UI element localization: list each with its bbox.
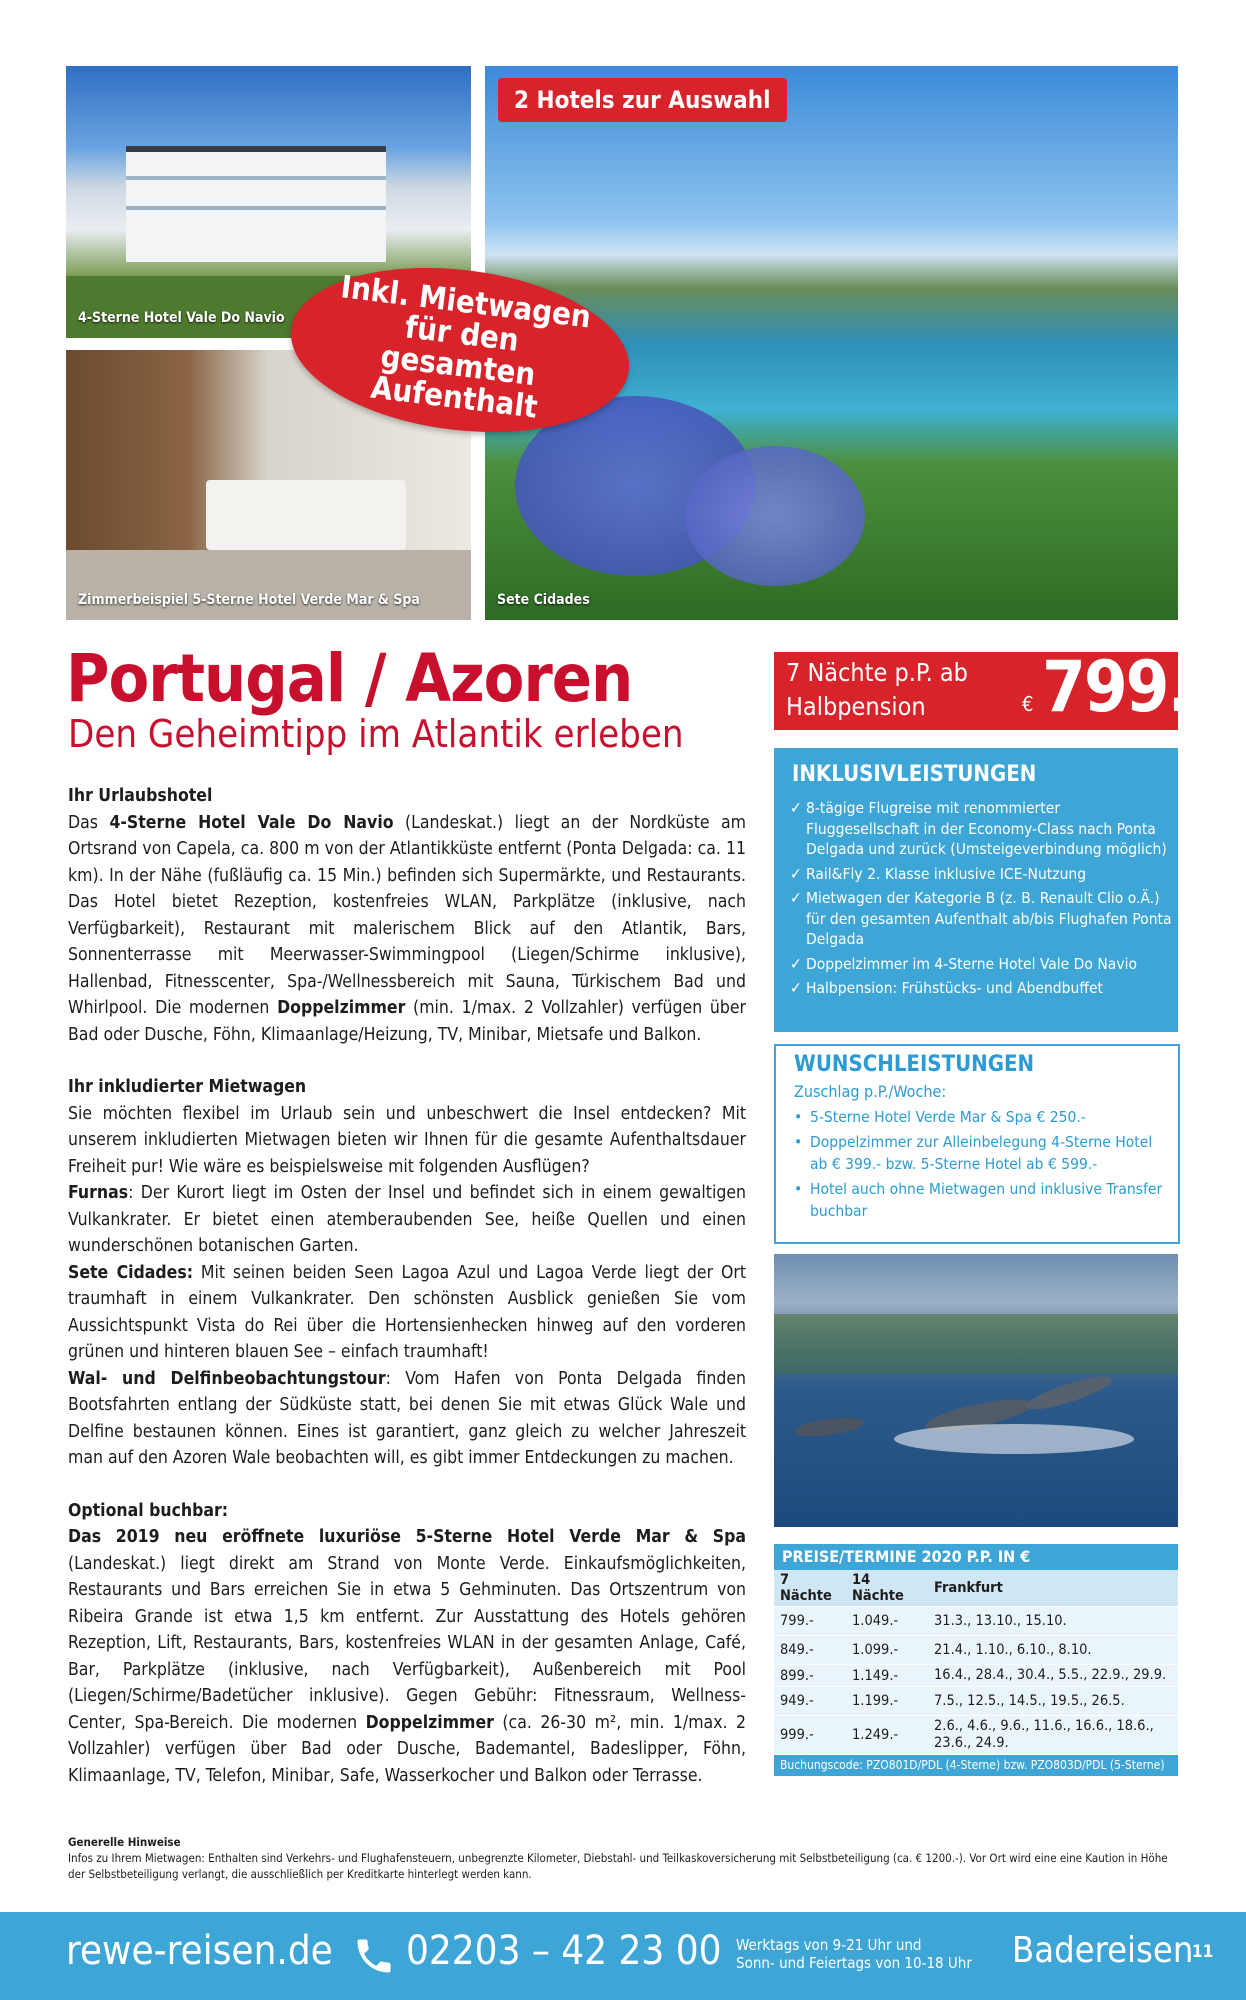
price-table <box>774 1544 1178 1776</box>
table-cell: 1.049.- <box>846 1607 928 1636</box>
hotels-badge: 2 Hotels zur Auswahl <box>498 78 787 122</box>
phone-number[interactable]: 02203 – 42 23 00 <box>406 1928 722 1974</box>
general-notes-heading: Generelle Hinweise <box>68 1835 181 1849</box>
optional-services-subtitle: Zuschlag p.P./Woche: <box>794 1082 947 1101</box>
room-photo-caption: Zimmerbeispiel 5-Sterne Hotel Verde Mar & Spa <box>78 592 420 608</box>
table-cell: 1.099.- <box>846 1636 928 1665</box>
opening-hours: Werktags von 9-21 Uhr und Sonn- und Feiertags von 10-18 Uhr <box>736 1936 972 1972</box>
table-row <box>774 1716 1178 1755</box>
page-subtitle: Den Geheimtipp im Atlantik erleben <box>68 712 684 756</box>
section-car-heading: Ihr inkludierter Mietwagen <box>68 1077 307 1097</box>
general-notes-text: Infos zu Ihrem Mietwagen: Enthalten sind Verkehrs- und Flughafensteuern, unbegrenzte Kilometer, Diebstahl- und Teilkaskoversicherung mit Selbstbeteiligung (ca. € 1200.-). Vor Ort wird eine eine Kaution in Höhe der Selbstbeteiligung verlangt, die ausschließlich per Kreditkarte hinterlegt werden kann. <box>68 1851 1168 1881</box>
optional-item: • 5-Sterne Hotel Verde Mar & Spa € 250.- <box>794 1106 1172 1128</box>
category-label: Badereisen <box>1012 1930 1194 1971</box>
dolphin-photo <box>774 1254 1178 1527</box>
table-cell: 1.149.- <box>846 1665 928 1687</box>
website-link[interactable]: rewe-reisen.de <box>66 1928 333 1974</box>
table-cell: 849.- <box>774 1636 846 1665</box>
inclusive-item: ✓ Halbpension: Frühstücks- und Abendbuffet <box>790 978 1172 999</box>
section-optional-heading: Optional buchbar: <box>68 1500 229 1521</box>
section-hotel-text: Das 4-Sterne Hotel Vale Do Navio (Landeskat.) liegt an der Nordküste am Ortsrand von Capela, ca. 800 m von der Atlantikküste entfernt (Ponta Delgada: ca. 11 km). In der Nähe (fußläufig ca. 15 Min.) befinden sich Supermärkte, und Restaurants. Das Hotel bietet Rezeption, kostenfreies WLAN, Parkplätze (inklusive, nach Verfügbarkeit), Restaurant mit malerischem Blick auf den Atlantik, Bars, Sonnenterrasse mit Meerwasser-Swimmingpool (Liegen/Schirme inklusive), Hallenbad, Fitnesscenter, Spa-/Wellnessbereich mit Sauna, Türkischem Bad und Whirlpool. Die modernen Doppelzimmer (min. 1/max. 2 Vollzahler) verfügen über Bad oder Dusche, Föhn, Klimaanlage/Heizung, TV, Minibar, Mietsafe und Balkon. <box>68 812 746 1045</box>
sete-cidades-paragraph: Sete Cidades: Mit seinen beiden Seen Lagoa Azul und Lagoa Verde liegt der Ort traumhaft in einem Vulkankrater. Den schönsten Ausblick genießen Sie vom Aussichtspunkt Vista do Rei über die Hortensienhecken hinweg auf den vorderen grünen und hinteren blauen See – einfach traumhaft! <box>68 1262 746 1362</box>
furnas-paragraph: Furnas: Der Kurort liegt im Osten der Insel und befindet sich in einem gewaltigen Vulkankrater. Er bietet einen atemberaubenden See, heiße Quellen und einen wunderschönen botanischen Garten. <box>68 1183 746 1256</box>
table-row <box>774 1665 1178 1687</box>
table-cell: 949.- <box>774 1687 846 1716</box>
booking-code: Buchungscode: PZO801D/PDL (4-Sterne) bzw. PZO803D/PDL (5-Sterne) <box>774 1755 1178 1776</box>
table-row <box>774 1607 1178 1636</box>
table-cell: 999.- <box>774 1716 846 1755</box>
price-table-header: 14 Nächte <box>846 1570 928 1607</box>
table-cell: 2.6., 4.6., 9.6., 11.6., 16.6., 18.6., 23.6., 24.9. <box>928 1716 1178 1755</box>
optional-item: • Hotel auch ohne Mietwagen und inklusive Transfer buchbar <box>794 1178 1172 1222</box>
inclusive-services-list <box>790 798 1172 1003</box>
lake-photo-caption: Sete Cidades <box>497 592 590 608</box>
table-row <box>774 1687 1178 1716</box>
section-optional-text: Das 2019 neu eröffnete luxuriöse 5-Sterne Hotel Verde Mar & Spa (Landeskat.) liegt direkt am Strand von Monte Verde. Einkaufsmöglichkeiten, Restaurants und Bars erreichen Sie in etwa 5 Gehminuten. Das Ortszentrum von Ribeira Grande ist etwa 1,5 km entfernt. Zur Ausstattung des Hotels gehören Rezeption, Lift, Restaurants, Bars, kostenfreies WLAN in der gesamten Anlage, Café, Bar, Parkplätze (inklusive, nach Verfügbarkeit), Außenbereich mit Pool (Liegen/Schirme/Badetücher inklusive). Gegen Gebühr: Fitnessraum, Wellness-Center, Spa-Bereich. Die modernen Doppelzimmer (ca. 26-30 m², min. 1/max. 2 Vollzahler) verfügen über Bad oder Dusche, Bademantel, Badeslipper, Föhn, Klimaanlage, TV, Telefon, Minibar, Safe, Wasserkocher und Balkon oder Terrasse. <box>68 1527 747 1786</box>
page-number: 11 <box>1192 1942 1214 1962</box>
inclusive-item: ✓ Mietwagen der Kategorie B (z. B. Renault Clio o.Ä.) für den gesamten Aufenthalt ab/bis Flughafen Ponta Delgada <box>790 888 1172 950</box>
optional-services-title: WUNSCHLEISTUNGEN <box>794 1052 1035 1077</box>
inclusive-item: ✓ Doppelzimmer im 4-Sterne Hotel Vale Do Navio <box>790 954 1172 975</box>
inclusive-item: ✓ 8-tägige Flugreise mit renommierter Fluggesellschaft in der Economy-Class nach Ponta Delgada und zurück (Umsteigeverbindung möglich) <box>790 798 1172 860</box>
hotel-photo-caption: 4-Sterne Hotel Vale Do Navio <box>78 310 285 326</box>
price-box <box>774 646 1214 730</box>
price-value: 799.- <box>1042 646 1214 728</box>
whale-tour-paragraph: Wal- und Delfinbeobachtungstour: Vom Hafen von Ponta Delgada finden Bootsfahrten entlang der Südküste statt, bei denen Sie mit etwas Glück Wale und Delfine bestaunen können. Eines ist garantiert, ganz gleich zu welcher Jahreszeit man auf den Azoren Wale beobachten will, es gibt immer Entdeckungen zu machen. <box>68 1368 746 1468</box>
price-table-header: Frankfurt <box>928 1570 1178 1607</box>
table-cell: 899.- <box>774 1665 846 1687</box>
table-cell: 16.4., 28.4., 30.4., 5.5., 22.9., 29.9. <box>928 1665 1178 1687</box>
phone-icon <box>352 1934 396 1978</box>
optional-services-list <box>794 1106 1172 1225</box>
inclusive-services-title: INKLUSIVLEISTUNGEN <box>792 762 1037 787</box>
table-cell: 31.3., 13.10., 15.10. <box>928 1607 1178 1636</box>
table-cell: 799.- <box>774 1607 846 1636</box>
page-title: Portugal / Azoren <box>66 640 633 717</box>
table-row <box>774 1636 1178 1665</box>
optional-item: • Doppelzimmer zur Alleinbelegung 4-Sterne Hotel ab € 399.- bzw. 5-Sterne Hotel ab € 599.- <box>794 1131 1172 1175</box>
section-hotel-heading: Ihr Urlaubshotel <box>68 786 213 806</box>
table-cell: 7.5., 12.5., 14.5., 19.5., 26.5. <box>928 1687 1178 1716</box>
rental-car-oval-text: Inkl. Mietwagen für den gesamten Aufenthalt <box>338 269 593 426</box>
inclusive-item: ✓ Rail&Fly 2. Klasse inklusive ICE-Nutzung <box>790 864 1172 885</box>
inclusive-services-box <box>774 748 1178 1032</box>
body-text <box>68 783 746 1789</box>
price-table-header: 7 Nächte <box>774 1570 846 1607</box>
table-cell: 21.4., 1.10., 6.10., 8.10. <box>928 1636 1178 1665</box>
optional-services-box <box>774 1044 1180 1244</box>
price-currency: € <box>1022 692 1034 716</box>
general-notes <box>68 1834 1180 1882</box>
table-cell: 1.249.- <box>846 1716 928 1755</box>
section-car-text: Sie möchten flexibel im Urlaub sein und unbeschwert die Insel entdecken? Mit unserem inkludierten Mietwagen bieten wir Ihnen für die gesamte Aufenthaltsdauer Freiheit pur! Wie wäre es beispielsweise mit folgenden Ausflügen? <box>68 1103 746 1177</box>
price-table-title: PREISE/TERMINE 2020 P.P. IN € <box>774 1544 1178 1570</box>
footer <box>0 1912 1246 2000</box>
table-cell: 1.199.- <box>846 1687 928 1716</box>
price-label: 7 Nächte p.P. ab Halbpension <box>786 658 968 721</box>
